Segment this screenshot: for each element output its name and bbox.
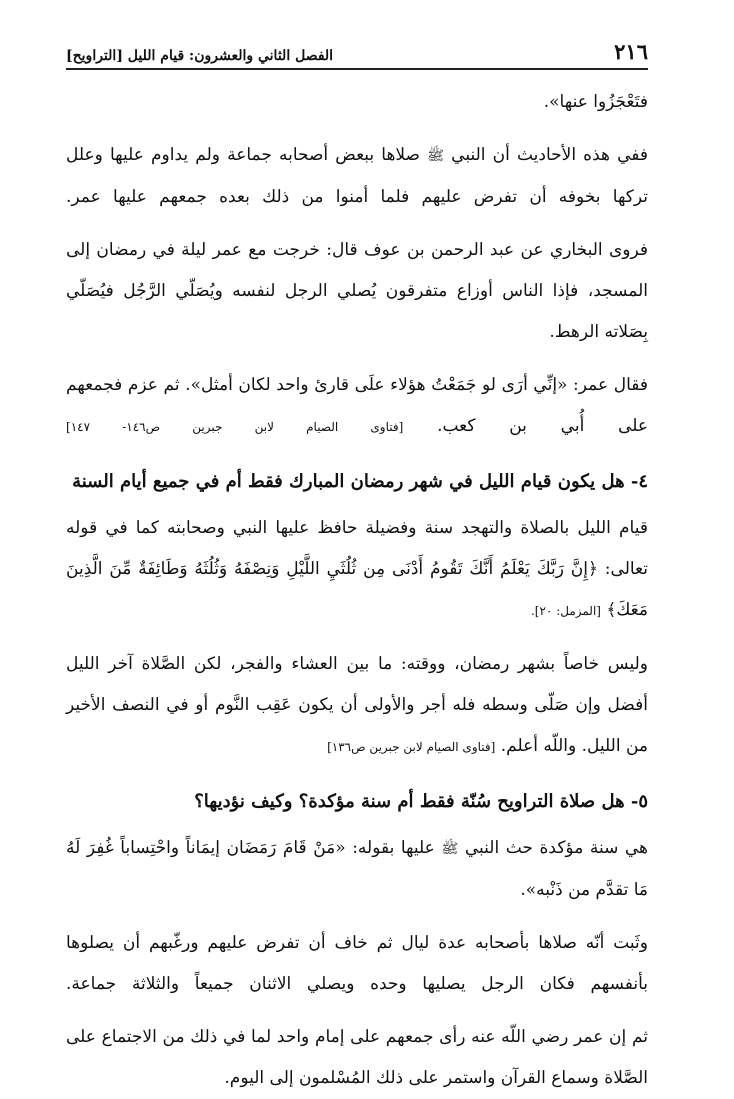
paragraph-text: وثَبت أنّه صلاها بأصحابه عدة ليال ثم خاف أن تفرض عليهم ورغّبهم أن يصلوها بأنفسهم فكان الرجل يصليها وحده ويصلي الاثنان جميعاً والثلاثة جماعة. (66, 933, 648, 994)
page-number: ٢١٦ (614, 39, 648, 64)
paragraph-sunnah-muakkadah (66, 828, 648, 911)
paragraph-tarawih-history (66, 135, 648, 218)
paragraph-text-rest: صلاها ببعض أصحابه جماعة ولم يداوم عليها وعلل تركها بخوفه أن تفرض عليهم فلما أمنوا من ذلك بعده جمعهم عليها عمر. (66, 145, 648, 207)
question-heading-4: ٤- هل يكون قيام الليل في شهر رمضان المبارك فقط أم في جميع أيام السنة (72, 471, 648, 492)
paragraph-text: ثم إن عمر رضي اللّه عنه رأى جمعهم على إمام واحد لما في ذلك من الاجتماع على الصَّلاة وسماع القرآن واستمر على ذلك المُسْلمون إلى اليوم. (66, 1027, 648, 1088)
quran-reference: [المزمل: ٢٠]. (530, 604, 601, 618)
paragraph-umar-gathering (66, 1017, 648, 1099)
question-heading-5: ٥- هل صلاة التراويح سُنّة فقط أم سنة مؤكدة؟ وكيف نؤديها؟ (194, 791, 648, 812)
salawat-glyph: ﷺ (441, 841, 459, 857)
paragraph-companions (66, 923, 648, 1005)
paragraph-text: فتَعْجَزُوا عنها». (543, 92, 648, 112)
paragraph-text: فروى البخاري عن عبد الرحمن بن عوف قال: خرجت مع عمر ليلة في رمضان إلى المسجد، فإذا الناس أوزاع متفرقون يُصلي الرجل لنفسه ويُصَلّي الرَّجُل فيُصَلّي بِصَلاته الرهط. (66, 240, 648, 342)
paragraph-text: قيام الليل بالصلاة والتهجد سنة وفضيلة حافظ عليها النبي وصحابته كما في قوله تعالى: ﴿إِنَّ رَبَّكَ يَعْلَمُ أَنَّكَ تَقُومُ أَدْنَى مِن ثُلُثَيِ اللَّيْلِ وَنِصْفَهُ وَثُلُثَهُ وَطَائِفَةٌ مِّنَ الَّذِينَ مَعَكَ﴾ (66, 518, 648, 620)
page-header (66, 38, 648, 70)
paragraph-umar-saying (66, 365, 648, 448)
paragraph-text-rest: عليها بقوله: «مَنْ قَامَ رَمَضَان إيمَاناً واحْتِساباً غُفِرَ لَهُ مَا تقدَّم من ذَنْبه». (66, 838, 648, 900)
running-title: الفصل الثاني والعشرون: قيام الليل [التراويح] (66, 48, 334, 64)
paragraph-text: فقال عمر: «إنِّي أرَى لو جَمَعْتُ هؤلاء علَى قارئ واحد لكان أمثل». ثم عزم فجمعهم على أُبي بن كعب. (66, 375, 648, 436)
paragraph-bukhari-narration (66, 230, 648, 353)
page-content (66, 82, 648, 1099)
paragraph-night-prayer (66, 508, 648, 632)
paragraph-prayer-time (66, 644, 648, 768)
paragraph-text-start: هي سنة مؤكدة حث النبي (464, 838, 649, 858)
paragraph-text-start: ففي هذه الأحاديث أن النبي (451, 145, 648, 165)
paragraph-hadith-end (66, 82, 648, 123)
salawat-glyph: ﷺ (427, 148, 445, 164)
paragraph-text: وليس خاصاً بشهر رمضان، ووقته: ما بين العشاء والفجر، لكن الصَّلاة آخر الليل أفضل وإن صَلّى وسطه فله أجر والأولى أن يكون عَقِب النَّوم أو في النصف الأخير من الليل. واللّه أعلم. (66, 654, 648, 756)
reference-citation: [فتاوى الصيام لابن جبرين ص١٤٦- ١٤٧] (66, 420, 404, 434)
reference-citation: [فتاوى الصيام لابن جبرين ص١٣٦] (327, 740, 496, 754)
